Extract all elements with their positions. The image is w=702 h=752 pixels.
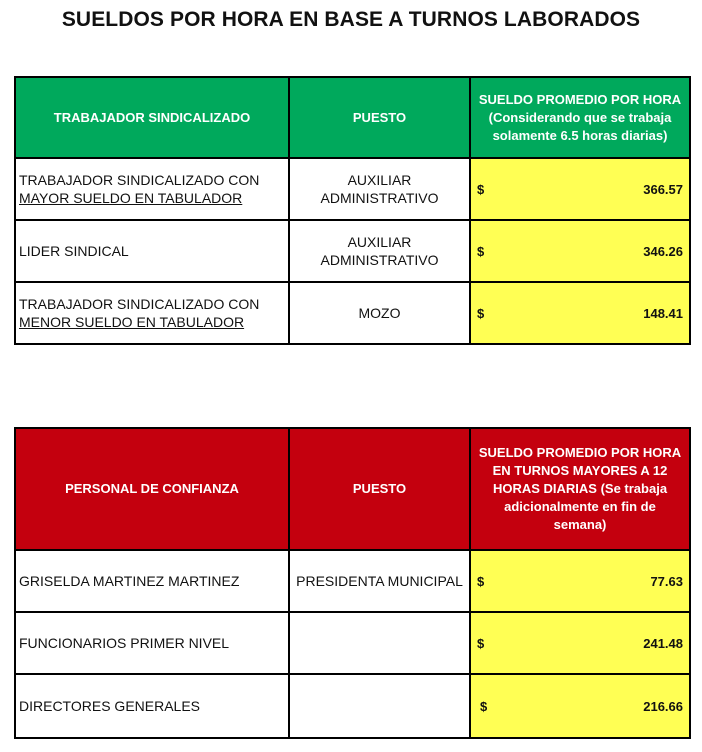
name-line2-underlined: MENOR SUELDO EN TABULADOR bbox=[19, 314, 245, 330]
header-puesto: PUESTO bbox=[289, 77, 470, 158]
sueldo-value: 241.48 bbox=[643, 635, 683, 651]
sueldo-cell bbox=[470, 612, 690, 674]
puesto-line1: AUXILIAR bbox=[347, 234, 412, 250]
table-row bbox=[15, 220, 690, 282]
table-header-row bbox=[15, 428, 690, 550]
currency-symbol: $ bbox=[480, 698, 488, 714]
header-sueldo-promedio: SUELDO PROMEDIO POR HORA EN TURNOS MAYORES A 12 HORAS DIARIAS (Se trabaja adicionalmente en fin de semana) bbox=[470, 428, 690, 550]
header-trabajador-sindicalizado: TRABAJADOR SINDICALIZADO bbox=[15, 77, 289, 158]
puesto-line1: MOZO bbox=[358, 305, 401, 321]
header-personal-de-confianza: PERSONAL DE CONFIANZA bbox=[15, 428, 289, 550]
puesto-cell bbox=[289, 220, 470, 282]
puesto-line2: ADMINISTRATIVO bbox=[320, 190, 439, 206]
puesto-line1: AUXILIAR bbox=[347, 172, 412, 188]
table-header-row bbox=[15, 77, 690, 158]
sueldo-value: 346.26 bbox=[643, 243, 683, 259]
name-line2-underlined: MAYOR SUELDO EN TABULADOR bbox=[19, 190, 243, 206]
name-cell: GRISELDA MARTINEZ MARTINEZ bbox=[15, 550, 289, 612]
sueldo-value: 148.41 bbox=[643, 305, 683, 321]
name-line1: TRABAJADOR SINDICALIZADO CON bbox=[19, 172, 260, 188]
puesto-cell bbox=[289, 158, 470, 220]
table-row bbox=[15, 282, 690, 344]
sueldo-cell bbox=[470, 158, 690, 220]
sueldo-value: 366.57 bbox=[643, 181, 683, 197]
sueldo-value: 216.66 bbox=[643, 698, 683, 714]
name-line1: TRABAJADOR SINDICALIZADO CON bbox=[19, 296, 260, 312]
name-cell: FUNCIONARIOS PRIMER NIVEL bbox=[15, 612, 289, 674]
sueldo-cell bbox=[470, 550, 690, 612]
sueldo-cell bbox=[470, 674, 690, 738]
table-row bbox=[15, 550, 690, 612]
sueldo-cell bbox=[470, 282, 690, 344]
header-puesto: PUESTO bbox=[289, 428, 470, 550]
currency-symbol: $ bbox=[477, 243, 485, 259]
puesto-cell: PRESIDENTA MUNICIPAL bbox=[289, 550, 470, 612]
currency-symbol: $ bbox=[477, 181, 485, 197]
currency-symbol: $ bbox=[477, 573, 485, 589]
table-row bbox=[15, 612, 690, 674]
name-cell bbox=[15, 220, 289, 282]
puesto-cell bbox=[289, 674, 470, 738]
table-row bbox=[15, 158, 690, 220]
page-title: SUELDOS POR HORA EN BASE A TURNOS LABORADOS bbox=[61, 8, 641, 31]
puesto-cell bbox=[289, 282, 470, 344]
sueldo-cell bbox=[470, 220, 690, 282]
header-sueldo-promedio: SUELDO PROMEDIO POR HORA (Considerando que se trabaja solamente 6.5 horas diarias) bbox=[470, 77, 690, 158]
puesto-cell bbox=[289, 612, 470, 674]
name-line1: LIDER SINDICAL bbox=[19, 243, 129, 259]
sueldo-value: 77.63 bbox=[650, 573, 683, 589]
currency-symbol: $ bbox=[477, 635, 485, 651]
name-cell bbox=[15, 158, 289, 220]
currency-symbol: $ bbox=[477, 305, 485, 321]
name-cell: DIRECTORES GENERALES bbox=[15, 674, 289, 738]
name-cell bbox=[15, 282, 289, 344]
puesto-line2: ADMINISTRATIVO bbox=[320, 252, 439, 268]
table-trabajador-sindicalizado bbox=[14, 76, 691, 345]
table-row bbox=[15, 674, 690, 738]
table-personal-de-confianza bbox=[14, 427, 691, 739]
